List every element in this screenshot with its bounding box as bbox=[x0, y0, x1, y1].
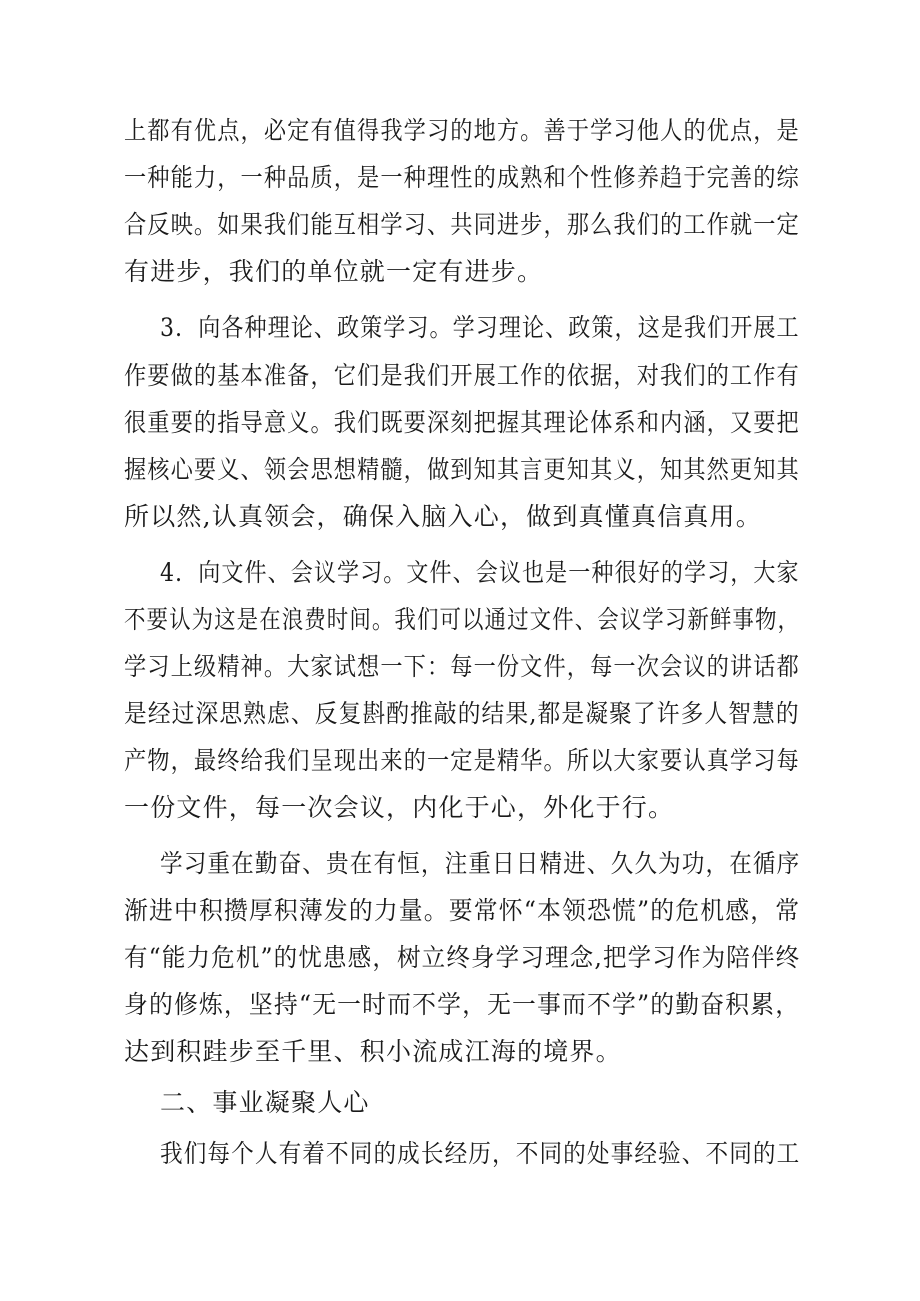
text-line: 渐进中积攒厚积薄发的力量。要常怀“本领恐慌”的危机感，常 bbox=[124, 896, 801, 925]
text-line: 有进步，我们的单位就一定有进步。 bbox=[124, 257, 544, 286]
text-line: 一种能力，一种品质，是一种理性的成熟和个性修养趋于完善的综 bbox=[124, 163, 800, 192]
text-line: 作要做的基本准备，它们是我们开展工作的依据，对我们的工作有 bbox=[124, 361, 800, 390]
text-line: 我们每个人有着不同的成长经历，不同的处事经验、不同的工 bbox=[160, 1139, 801, 1168]
text-line: 有“能力危机”的忧患感，树立终身学习理念,把学习作为陪伴终 bbox=[124, 943, 801, 972]
text-line: 上都有优点，必定有值得我学习的地方。善于学习他人的优点，是 bbox=[124, 116, 800, 145]
text-line: 学习重在勤奋、贵在有恒，注重日日精进、久久为功，在循序 bbox=[160, 849, 801, 878]
text-line: 合反映。如果我们能互相学习、共同进步，那么我们的工作就一定 bbox=[124, 210, 800, 239]
text-line: 身的修炼，坚持“无一时而不学，无一事而不学”的勤奋积累， bbox=[124, 990, 801, 1019]
text-line: 学习上级精神。大家试想一下：每一份文件，每一次会议的讲话都 bbox=[124, 652, 800, 681]
text-line: 4．向文件、会议学习。文件、会议也是一种很好的学习，大家 bbox=[160, 558, 800, 587]
text-line: 不要认为这是在浪费时间。我们可以通过文件、会议学习新鲜事物， bbox=[124, 605, 801, 634]
text-line: 3．向各种理论、政策学习。学习理论、政策，这是我们开展工 bbox=[160, 313, 800, 342]
text-line: 所以然,认真领会，确保入脑入心，做到真懂真信真用。 bbox=[124, 502, 762, 531]
text-line: 是经过深思熟虑、反复斟酌推敲的结果,都是凝聚了许多人智慧的 bbox=[124, 699, 800, 728]
text-line: 一份文件，每一次会议，内化于心，外化于行。 bbox=[124, 793, 675, 822]
section-heading: 二、事业凝聚人心 bbox=[160, 1088, 370, 1117]
text-line: 很重要的指导意义。我们既要深刻把握其理论体系和内涵，又要把 bbox=[124, 408, 800, 437]
text-line: 产物，最终给我们呈现出来的一定是精华。所以大家要认真学习每 bbox=[124, 746, 800, 775]
text-line: 达到积跬步至千里、积小流成江海的境界。 bbox=[124, 1037, 622, 1066]
text-line: 握核心要义、领会思想精髓，做到知其言更知其义，知其然更知其 bbox=[124, 455, 800, 484]
